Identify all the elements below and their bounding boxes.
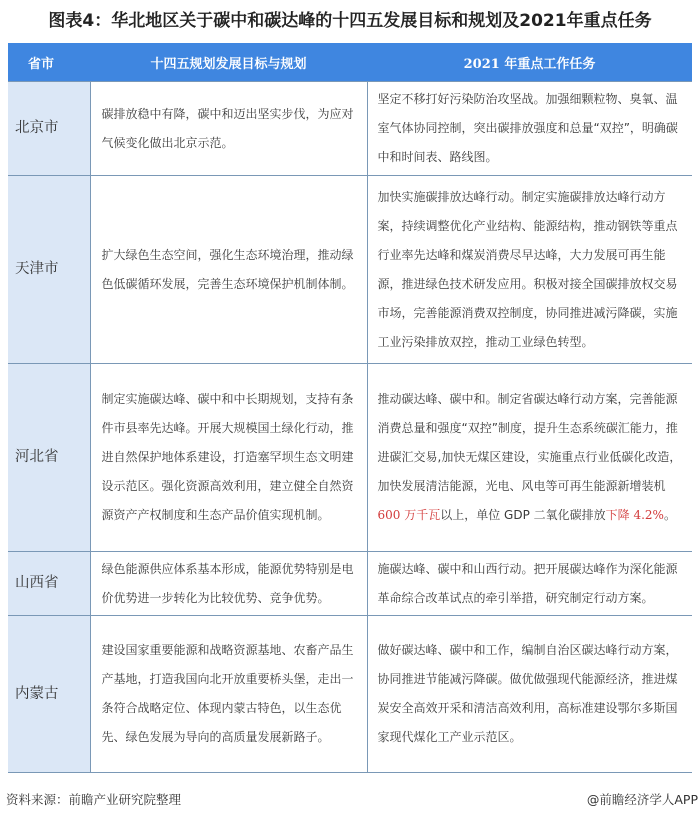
tasks-cell xyxy=(367,364,692,552)
header-province: 省市 xyxy=(8,43,90,82)
tasks-cell: 施碳达峰、碳中和山西行动。把开展碳达峰作为深化能源革命综合改革试点的牵引举措，研究制定行动方案。 xyxy=(367,552,692,616)
table-row-tianjin xyxy=(8,176,692,364)
table-header-row xyxy=(8,43,692,82)
highlight-reduction: 下降 4.2% xyxy=(605,508,664,522)
header-tasks: 2021 年重点工作任务 xyxy=(367,43,692,82)
tasks-cell: 加快实施碳排放达峰行动。制定实施碳排放达峰行动方案，持续调整优化产业结构、能源结构，推动钢铁等重点行业率先达峰和煤炭消费尽早达峰，大力发展可再生能源，推进绿色技术研发应用。积极对接全国碳排放权交易市场，完善能源消费双控制度，协同推进减污降碳，实施工业污染排放双控，推动工业绿色转型。 xyxy=(367,176,692,364)
tasks-cell: 坚定不移打好污染防治攻坚战。加强细颗粒物、臭氧、温室气体协同控制，突出碳排放强度和总量“双控”，明确碳中和时间表、路线图。 xyxy=(367,82,692,176)
table-row-beijing xyxy=(8,82,692,176)
goals-cell: 绿色能源供应体系基本形成，能源优势特别是电价优势进一步转化为比较优势、竞争优势。 xyxy=(90,552,367,616)
tasks-text: 以上，单位 GDP 二氧化碳排放 xyxy=(440,508,606,522)
table-row-neimenggu xyxy=(8,616,692,773)
header-goals: 十四五规划发展目标与规划 xyxy=(90,43,367,82)
province-cell: 河北省 xyxy=(8,364,90,552)
figure-title: 图表4：华北地区关于碳中和碳达峰的十四五发展目标和规划及2021年重点任务 xyxy=(48,11,652,31)
credit-note: @前瞻经济学人APP xyxy=(586,792,698,807)
goals-cell: 扩大绿色生态空间，强化生态环境治理，推动绿色低碳循环发展，完善生态环境保护机制体制。 xyxy=(90,176,367,364)
policy-table xyxy=(8,43,692,773)
table-row-shanxi xyxy=(8,552,692,616)
tasks-text: 推动碳达峰、碳中和。制定省碳达峰行动方案，完善能源消费总量和强度“双控”制度，提升生态系统碳汇能力，推进碳汇交易,加快无煤区建设，实施重点行业低碳化改造，加快发展清洁能源，光电、风电等可再生能源新增装机 xyxy=(377,392,682,493)
source-note: 资料来源：前瞻产业研究院整理 xyxy=(6,792,182,807)
goals-cell: 制定实施碳达峰、碳中和中长期规划，支持有条件市县率先达峰。开展大规模国土绿化行动，推进自然保护地体系建设，打造塞罕坝生态文明建设示范区。强化资源高效利用，建立健全自然资源资产产权制度和生态产品价值实现机制。 xyxy=(90,364,367,552)
goals-cell: 碳排放稳中有降，碳中和迈出坚实步伐，为应对气候变化做出北京示范。 xyxy=(90,82,367,176)
table-row-hebei xyxy=(8,364,692,552)
province-cell: 天津市 xyxy=(8,176,90,364)
tasks-text: 。 xyxy=(663,508,676,522)
province-cell: 内蒙古 xyxy=(8,616,90,773)
highlight-capacity: 600 万千瓦 xyxy=(377,508,441,522)
goals-cell: 建设国家重要能源和战略资源基地、农畜产品生产基地，打造我国向北开放重要桥头堡，走出一条符合战略定位、体现内蒙古特色，以生态优先、绿色发展为导向的高质量发展新路子。 xyxy=(90,616,367,773)
province-cell: 山西省 xyxy=(8,552,90,616)
province-cell: 北京市 xyxy=(8,82,90,176)
tasks-cell: 做好碳达峰、碳中和工作，编制自治区碳达峰行动方案，协同推进节能减污降碳。做优做强现代能源经济，推进煤炭安全高效开采和清洁高效利用，高标准建设鄂尔多斯国家现代煤化工产业示范区。 xyxy=(367,616,692,773)
